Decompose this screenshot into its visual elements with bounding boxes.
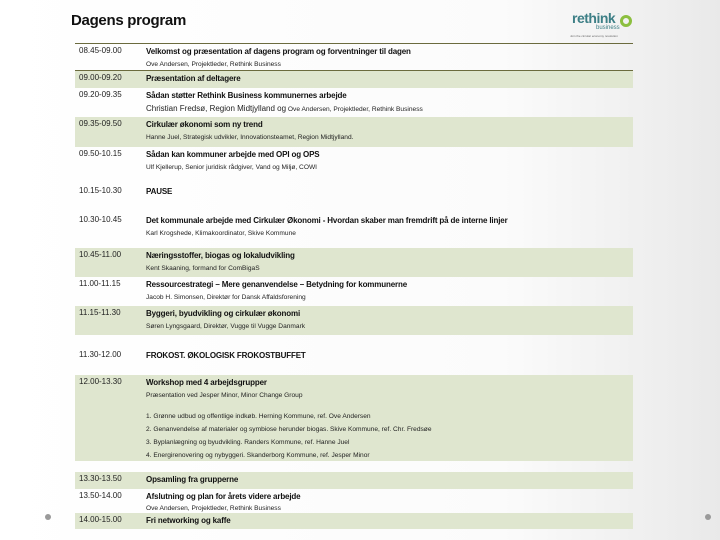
program-row [75,306,633,335]
row-title: FROKOST. ØKOLOGISK FROKOSTBUFFET [146,351,306,360]
row-title: Sådan støtter Rethink Business kommunernes arbejde [146,91,347,100]
row-speaker: Kent Skaaning, formand for ComBigaS [146,265,260,272]
row-time: 09.00-09.20 [79,73,122,82]
workgroup-item: 4. Energirenovering og nybyggeri. Skanderborg Kommune, ref. Jesper Minor [146,452,370,459]
row-time: 09.20-09.35 [79,90,122,99]
row-title: Cirkulær økonomi som ny trend [146,120,263,129]
workgroup-item: 2. Genanvendelse af materialer og symbiose herunder biogas. Skive Kommune, ref. Chr. Fredsøe [146,426,432,433]
workgroup-item: 1. Grønne udbud og offentlige indkøb. Herning Kommune, ref. Ove Andersen [146,413,371,420]
row-speaker: Ove Andersen, Projektleder, Rethink Business [287,106,423,113]
row-time: 12.00-13.30 [79,377,122,386]
row-speaker: Søren Lyngsgaard, Direktør, Vugge til Vugge Danmark [146,323,306,330]
program-row [75,88,633,117]
row-title: Byggeri, byudvikling og cirkulær økonomi [146,309,301,318]
program-row [75,147,633,177]
row-time: 13.50-14.00 [79,491,122,500]
row-speaker: Jacob H. Simonsen, Direktør for Dansk Affaldsforening [146,294,306,301]
row-speaker: Ove Andersen, Projektleder, Rethink Business [146,505,281,512]
row-title: PAUSE [146,187,173,196]
row-title: Fri networking og kaffe [146,516,231,525]
program-row [75,489,633,513]
row-title: Ressourcestrategi – Mere genanvendelse – Betydning for kommunerne [146,280,408,289]
row-time: 11.00-11.15 [79,279,121,288]
row-speaker: Karl Krogshede, Klimakoordinator, Skive Kommune [146,230,296,237]
row-time: 10.30-10.45 [79,215,122,224]
row-time: 11.15-11.30 [79,308,121,317]
decorative-dot-icon [705,514,711,520]
logo-tagline: Join the circular economy revolution [570,34,618,38]
logo-sub: business [596,25,620,31]
row-title: Workshop med 4 arbejdsgrupper [146,378,267,387]
logo-ring-icon [620,15,632,27]
program-row [75,248,633,277]
row-time: 10.15-10.30 [79,186,122,195]
workgroup-item: 3. Byplanlægning og byudvikling. Randers Kommune, ref. Hanne Juel [146,439,350,446]
program-row [75,213,633,243]
row-title: Sådan kan kommuner arbejde med OPI og OPS [146,150,320,159]
row-title: Det kommunale arbejde med Cirkulær Økonomi - Hvordan skaber man fremdrift på de interne linjer [146,216,508,225]
row-time: 10.45-11.00 [79,250,122,259]
row-title: Afslutning og plan for årets videre arbejde [146,492,301,501]
row-time: 13.30-13.50 [79,474,122,483]
row-speaker-main: Christian Fredsø, Region Midtjylland og [146,104,287,113]
logo-word: rethink [572,10,616,26]
row-time: 09.35-09.50 [79,119,122,128]
program-row [75,184,633,204]
row-time: 09.50-10.15 [79,149,122,158]
row-time: 08.45-09.00 [79,46,122,55]
decorative-dot-icon [45,514,51,520]
program-row [75,513,633,529]
program-row [75,375,633,461]
page-title: Dagens program [71,12,186,29]
program-row [75,117,633,147]
row-speaker: Hanne Juel, Strategisk udvikler, Innovationsteamet, Region Midtjylland. [146,134,354,141]
program-row [75,472,633,489]
row-speaker: Ove Andersen, Projektleder, Rethink Business [146,61,281,68]
row-time: 11.30-12.00 [79,350,122,359]
row-title: Opsamling fra grupperne [146,475,239,484]
program-row [75,70,633,88]
row-time: 14.00-15.00 [79,515,122,524]
row-speaker: Præsentation ved Jesper Minor, Minor Change Group [146,392,303,399]
program-row [75,348,633,366]
program-row [75,277,633,306]
program-row [75,44,633,70]
row-title: Velkomst og præsentation af dagens program og forventninger til dagen [146,47,411,56]
row-speaker: Ulf Kjellerup, Senior juridisk rådgiver, Vand og Miljø, COWI [146,164,318,171]
row-title: Næringsstoffer, biogas og lokaludvikling [146,251,295,260]
row-title: Præsentation af deltagere [146,74,241,83]
rethink-business-logo [570,10,660,40]
program-table [75,43,633,529]
